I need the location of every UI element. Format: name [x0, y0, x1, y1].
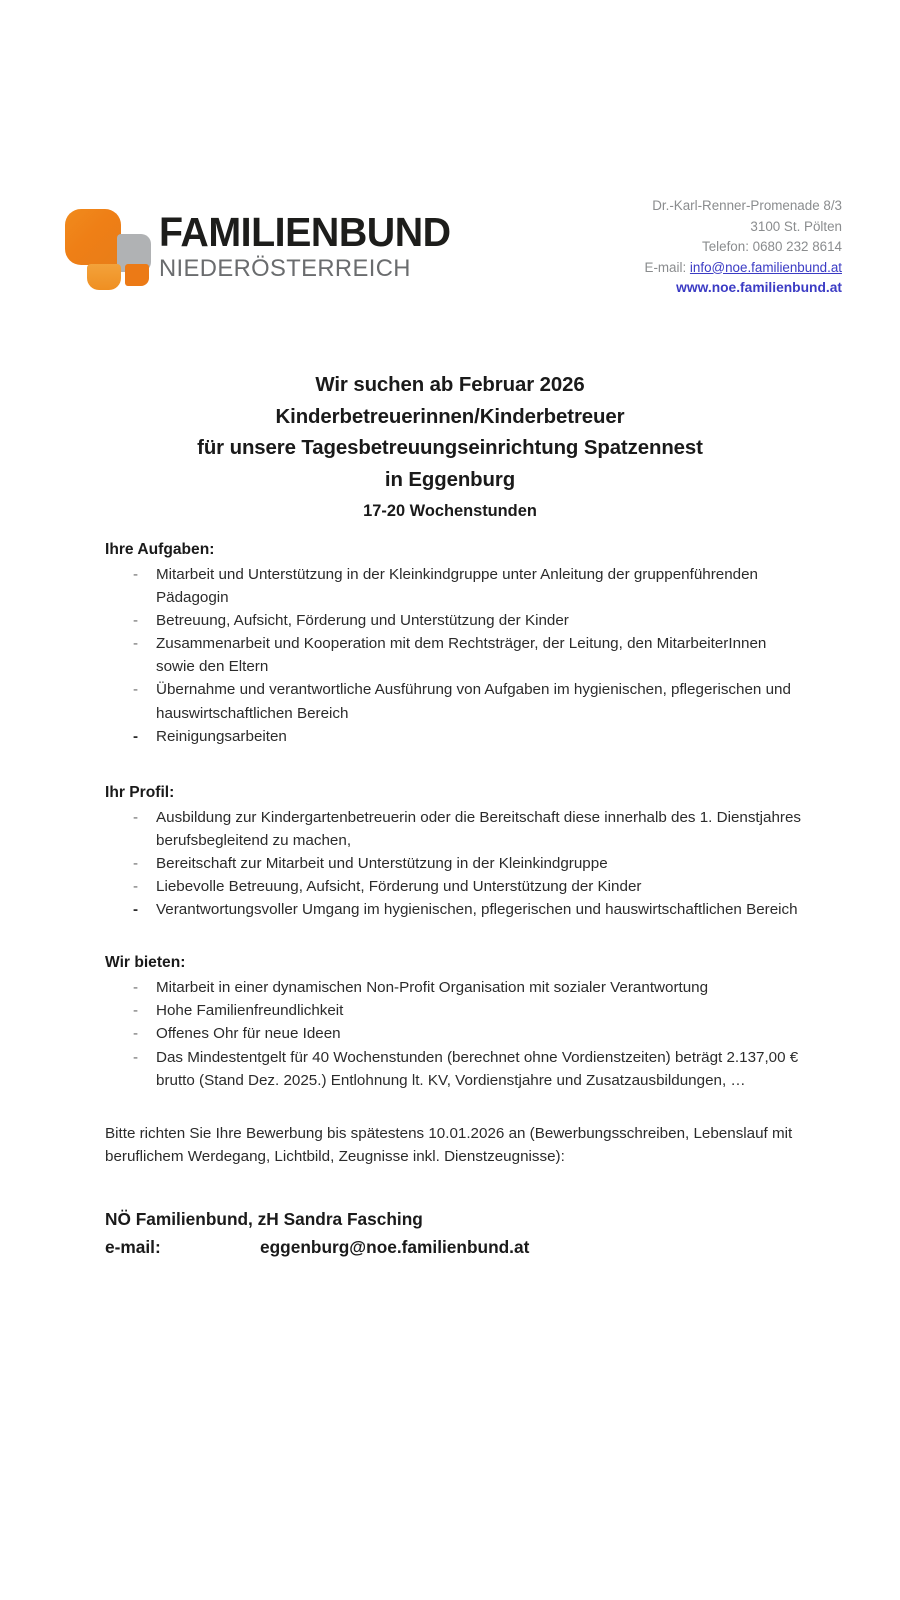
bullet-dash-icon: -: [133, 979, 139, 997]
signature-block: [105, 1205, 805, 1261]
list-item-text: Offenes Ohr für neue Ideen: [156, 1025, 341, 1043]
section-wir-bieten: [105, 951, 805, 1091]
list-item: [105, 609, 805, 632]
bullet-dash-icon: -: [133, 612, 139, 630]
contact-city: 3100 St. Pölten: [750, 218, 842, 234]
job-weekly-hours: 17-20 Wochenstunden: [363, 502, 537, 520]
list-item-text: Mitarbeit und Unterstützung in der Kleinkindgruppe unter Anleitung der gruppenführenden Pädagogin: [156, 566, 758, 607]
list-item: [105, 1046, 805, 1092]
bullet-dash-icon: -: [133, 727, 139, 745]
section-heading: Ihr Profil:: [105, 783, 175, 801]
contact-details: [645, 196, 842, 299]
list-item-text: Das Mindestentgelt für 40 Wochenstunden (berechnet ohne Vordienstzeiten) beträgt 2.137,00 € brutto (Stand Dez. 2025.) Entlohnung lt. KV, Vordienstjahre und Zusatzausbildungen, …: [156, 1048, 799, 1089]
document-header: [0, 196, 900, 311]
list-item: [105, 976, 805, 999]
list-item: [105, 725, 805, 748]
signature-email-row: [105, 1233, 805, 1261]
logo-orange-small-square-shape: [125, 264, 149, 286]
list-item-text: Bereitschaft zur Mitarbeit und Unterstützung in der Kleinkindgruppe: [156, 854, 608, 872]
contact-phone: Telefon: 0680 232 8614: [702, 239, 842, 254]
section-ihr-profil: [105, 781, 805, 921]
bullet-dash-icon: -: [133, 1002, 139, 1020]
bullet-dash-icon: -: [133, 635, 139, 653]
contact-street: Dr.-Karl-Renner-Promenade 8/3: [652, 198, 842, 213]
bullet-dash-icon: -: [133, 681, 139, 699]
application-instructions: Bitte richten Sie Ihre Bewerbung bis spätestens 10.01.2026 an (Bewerbungsschreiben, Lebenslauf mit beruflichem Werdegang, Lichtbild, Zeugnisse inkl. Dienstzeugnisse):: [105, 1124, 793, 1165]
list-item: [105, 806, 805, 852]
list-item-text: Übernahme und verantwortliche Ausführung von Aufgaben im hygienischen, pflegerischen und hauswirtschaftlichen Bereich: [156, 681, 791, 722]
list-item: [105, 999, 805, 1022]
contact-email-line: [645, 258, 842, 279]
section-spacer: [105, 921, 805, 951]
list-item-text: Ausbildung zur Kindergartenbetreuerin oder die Bereitschaft diese innerhalb des 1. Dienstjahres berufsbegleitend zu machen,: [156, 808, 802, 849]
logo-orange-leaf-shape: [65, 209, 121, 265]
section-ihre-aufgaben: [105, 538, 805, 748]
signature-organisation: NÖ Familienbund, zH Sandra Fasching: [105, 1209, 423, 1230]
logo-wordmark: [159, 209, 463, 283]
section-spacer: [105, 748, 805, 781]
bullet-dash-icon: -: [133, 878, 139, 896]
list-item-text: Hohe Familienfreundlichkeit: [156, 1002, 344, 1020]
logo-subtitle: NIEDERÖSTERREICH: [159, 255, 411, 283]
job-title-line-2: Kinderbetreuerinnen/Kinderbetreuer: [275, 405, 625, 428]
job-title-line-3: für unsere Tagesbetreuungseinrichtung Spatzennest: [197, 437, 703, 459]
job-title-line-4: in Eggenburg: [384, 468, 516, 491]
bullet-dash-icon: -: [133, 1048, 139, 1066]
list-item: [105, 1022, 805, 1045]
list-item-text: Liebevolle Betreuung, Aufsicht, Förderung und Unterstützung der Kinder: [156, 878, 642, 896]
section-spacer: [105, 1092, 805, 1122]
section-bullet-list: [105, 563, 805, 748]
job-title-line-1: Wir suchen ab Februar 2026: [315, 374, 585, 396]
list-item: [105, 563, 805, 609]
list-item: [105, 678, 805, 724]
bullet-dash-icon: -: [133, 808, 139, 826]
bullet-dash-icon: -: [133, 566, 139, 583]
logo-orange-bottom-shape: [87, 264, 121, 290]
job-title-block: [0, 370, 900, 525]
section-heading: Ihre Aufgaben:: [105, 541, 215, 558]
signature-email-label: e-mail:: [105, 1237, 161, 1258]
section-bullet-list: [105, 806, 805, 921]
list-item: [105, 875, 805, 898]
bullet-dash-icon: -: [133, 1025, 139, 1043]
logo-title: FAMILIENBUND: [159, 209, 451, 256]
list-item-text: Verantwortungsvoller Umgang im hygienischen, pflegerischen und hauswirtschaftlichen Bereich: [156, 901, 798, 919]
list-item-text: Reinigungsarbeiten: [156, 727, 287, 745]
job-content: [105, 538, 805, 1261]
contact-email-label: E-mail:: [644, 259, 687, 275]
contact-email-link[interactable]: info@noe.familienbund.at: [689, 259, 842, 275]
bullet-dash-icon: -: [133, 901, 139, 919]
list-item: [105, 898, 805, 921]
section-bullet-list: [105, 976, 805, 1091]
list-item: [105, 632, 805, 678]
list-item: [105, 852, 805, 875]
familienbund-logo-mark-icon: [63, 202, 149, 292]
signature-email-address[interactable]: eggenburg@noe.familienbund.at: [260, 1237, 530, 1258]
list-item-text: Zusammenarbeit und Kooperation mit dem Rechtsträger, der Leitung, den MitarbeiterInnen sowie den Eltern: [156, 635, 767, 676]
section-heading: Wir bieten:: [105, 954, 186, 972]
list-item-text: Betreuung, Aufsicht, Förderung und Unterstützung der Kinder: [156, 612, 569, 630]
list-item-text: Mitarbeit in einer dynamischen Non-Profit Organisation mit sozialer Verantwortung: [156, 979, 709, 997]
bullet-dash-icon: -: [133, 854, 139, 872]
contact-website-link[interactable]: www.noe.familienbund.at: [676, 280, 842, 295]
familienbund-logo: [63, 202, 463, 292]
